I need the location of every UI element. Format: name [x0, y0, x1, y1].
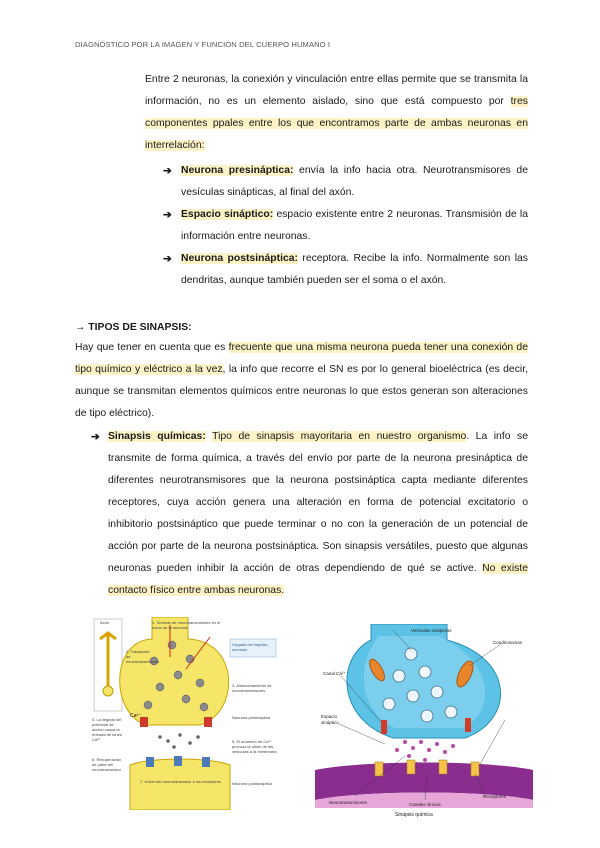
- label-axon: Axón: [100, 620, 110, 625]
- label-vesicles: Vesículas sinápticas: [411, 628, 452, 633]
- label-espacio: Espacio sináptico: [321, 714, 339, 725]
- page-header: DIAGNÓSTICO POR LA IMAGEN Y FUNCIÓN DEL CUERPO HUMANO I: [75, 40, 331, 49]
- term-presinaptica: Neurona presináptica:: [181, 165, 294, 176]
- bullet-arrow-icon: ➔: [163, 253, 172, 265]
- intro-highlight: tres componentes ppales entre los que encontramos parte de ambas neuronas en interrelación:: [145, 96, 528, 151]
- tipos-highlight: frecuente que una misma neurona pueda tener una conexión de tipo químico y eléctrico a la vez: [75, 342, 528, 375]
- chemical-synapse-figure: [315, 624, 533, 820]
- bullet-arrow-icon: ➔: [91, 431, 100, 443]
- label-mito: Condriosomas: [493, 640, 523, 645]
- label-nt: Neurotransmisores: [329, 800, 368, 805]
- term-quimicas: Sinapsis químicas:: [108, 431, 206, 442]
- label-step5: 5. El aumento de Ca²⁺ provoca la unión de las vesículas a la membrana: [232, 739, 277, 754]
- tipos-text-2: , la info que recorre el SN es por lo general bioeléctrica (es decir, aunque se transmitan elementos químicos entre neuronas lo que estos generan son alteraciones de tipo eléctrico).: [75, 364, 528, 419]
- label-receptores: Receptores: [483, 794, 507, 799]
- quimicas-highlight-1: Tipo de sinapsis mayoritaria en nuestro organismo: [212, 431, 467, 442]
- section-title: → TIPOS DE SINAPSIS:: [75, 322, 192, 333]
- label-step6: 6. Recuperación de parte del neurotransmisor: [92, 757, 122, 772]
- desc-presinaptica: envía la info hacia otra. Neurotransmisores de vesículas sinápticas, al final del axón.: [181, 165, 528, 198]
- label-step3: 3. Almacenamiento de neurotransmisores: [232, 683, 272, 693]
- list-item-postsinaptica: [181, 248, 528, 292]
- tipos-paragraph: [75, 337, 528, 425]
- bullet-arrow-icon: ➔: [163, 165, 172, 177]
- label-step7: 7. Unión del neurotransmisor a los receptores: [140, 779, 221, 784]
- chemical-synapse-illustration: [315, 624, 533, 820]
- label-step4: 4. La llegada del potencial de acción causa la entrada de iones Ca²⁺: [92, 717, 122, 742]
- label-step2: 2. Transporte de neurotransmisores: [126, 649, 160, 664]
- label-canal-ca: Canal Ca²⁺: [323, 671, 346, 676]
- synapse-process-figure: [90, 617, 287, 810]
- tipos-text-1: Hay que tener en cuenta que es: [75, 342, 229, 353]
- label-ca: Ca²⁺: [130, 713, 141, 719]
- bullet-arrow-icon: ➔: [163, 209, 172, 221]
- list-item-espacio: [181, 204, 528, 248]
- quimicas-paragraph: [108, 426, 528, 602]
- term-postsinaptica: Neurona postsináptica:: [181, 253, 298, 264]
- intro-paragraph: [145, 69, 528, 157]
- label-pre: Neurona presináptica: [232, 715, 271, 720]
- desc-postsinaptica: receptora. Recibe la info. Normalmente son las dendritas, aunque también pueden ser el soma o el axón.: [181, 253, 528, 286]
- label-step1: 1. Síntesis de neurotransmisores en el soma de la neurona: [152, 620, 221, 630]
- list-item-presinaptica: [181, 160, 528, 204]
- figure-caption: Sinapsis química: [395, 812, 433, 818]
- quimicas-text: . La info se transmite de forma química, a través del envío por parte de la neurona presináptica de diferentes neurotransmisores que la neurona postsináptica capta mediante diferentes receptores, cuya acción genera una alteración en forma de potencial excitatorio o inhibitorio postsináptico que puede terminar o no con la generación de un potencial de acción por parte de la neurona postsináptica. Son sinapsis versátiles, puesto que algunas neuronas pueden inhibir la acción de otras dependiendo de qué se active.: [108, 431, 528, 574]
- label-canales: Canales iónicos: [409, 802, 441, 807]
- term-espacio: Espacio sináptico:: [181, 209, 274, 220]
- intro-text: Entre 2 neuronas, la conexión y vinculación entre ellas permite que se transmita la información, no es un elemento aislado, sino que está compuesto por: [145, 74, 528, 107]
- label-impulse: Llegada del impulso nervioso: [232, 642, 268, 652]
- quimicas-highlight-2: No existe contacto físico entre ambas neuronas.: [108, 563, 528, 596]
- desc-espacio: espacio existente entre 2 neuronas. Transmisión de la información entre neuronas.: [181, 209, 528, 242]
- label-post: Neurona postsináptica: [232, 781, 272, 786]
